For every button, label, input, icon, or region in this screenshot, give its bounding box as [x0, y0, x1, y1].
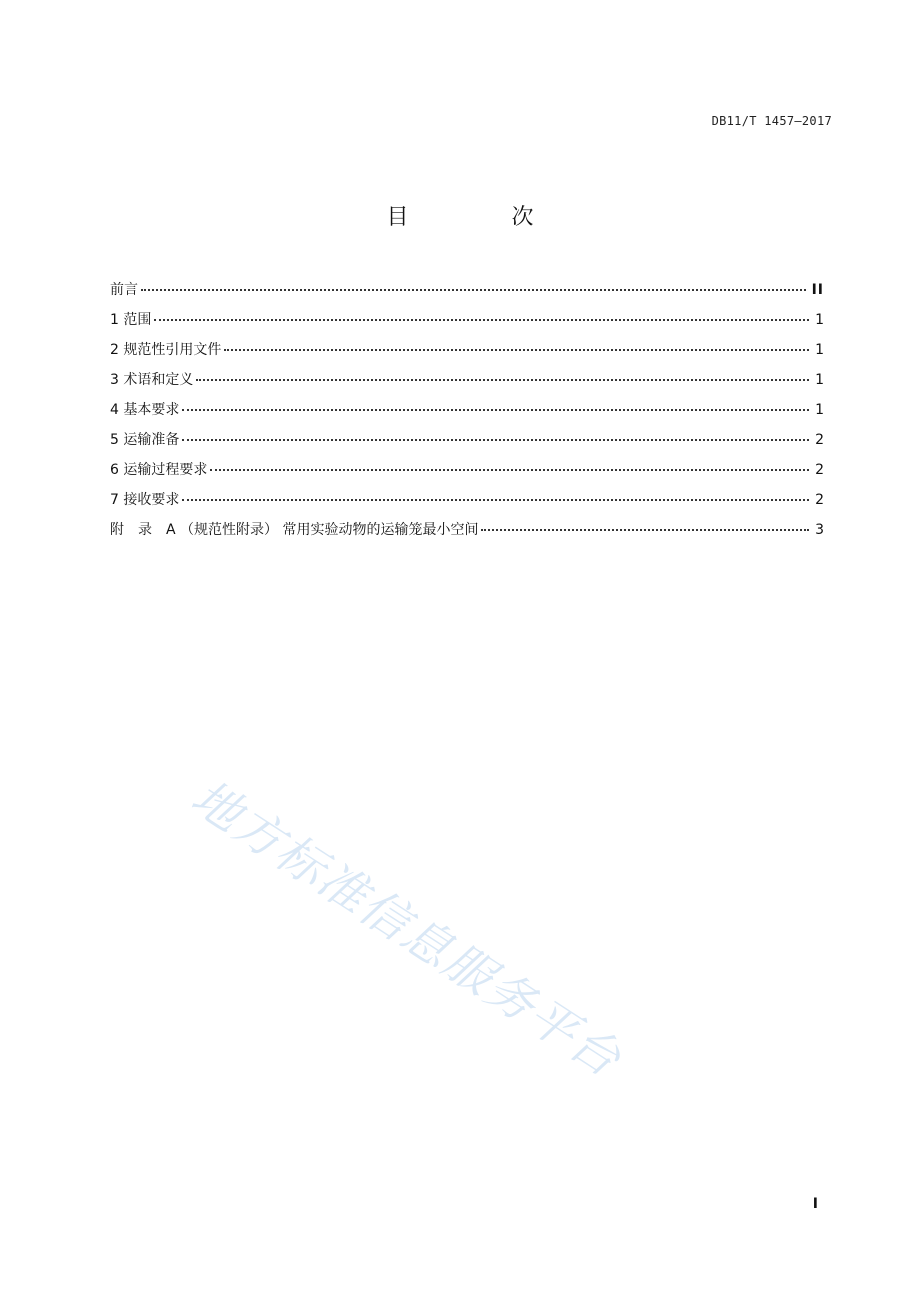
toc-entry-basic-requirements[interactable]: [110, 398, 824, 428]
toc-entry-scope[interactable]: [110, 308, 824, 338]
toc-entry-page: 1: [815, 312, 824, 328]
toc-entry-label: 6 运输过程要求: [110, 462, 208, 478]
toc-entry-label: 4 基本要求: [110, 402, 180, 418]
toc-entry-page: 1: [815, 402, 824, 418]
toc-dot-leader: [182, 439, 809, 441]
toc-entry-label: 前言: [110, 282, 138, 298]
toc-dot-leader: [481, 529, 809, 531]
toc-entry-appendix-a[interactable]: [110, 518, 824, 548]
toc-entry-transport-preparation[interactable]: [110, 428, 824, 458]
toc-entry-label: 7 接收要求: [110, 492, 180, 508]
toc-entry-normative-references[interactable]: [110, 338, 824, 368]
toc-entry-foreword[interactable]: [110, 278, 824, 308]
watermark-text: 地方标准信息服务平台: [181, 769, 632, 1089]
toc-entry-label: 5 运输准备: [110, 432, 180, 448]
toc-dot-leader: [141, 289, 806, 291]
document-code: DB11/T 1457—2017: [711, 114, 832, 128]
page-title: 目 次: [386, 205, 582, 230]
toc-entry-page: 2: [815, 462, 824, 478]
toc-entry-page: 2: [815, 492, 824, 508]
toc-entry-label: 附 录 A （规范性附录） 常用实验动物的运输笼最小空间: [110, 522, 479, 538]
toc-entry-page: 3: [815, 522, 824, 538]
toc-entry-page: 2: [815, 432, 824, 448]
toc-entry-terms[interactable]: [110, 368, 824, 398]
toc-dot-leader: [182, 499, 809, 501]
table-of-contents: [110, 278, 824, 548]
toc-dot-leader: [210, 469, 809, 471]
toc-dot-leader: [182, 409, 809, 411]
toc-dot-leader: [154, 319, 809, 321]
toc-entry-label: 3 术语和定义: [110, 372, 194, 388]
toc-entry-label: 1 范围: [110, 312, 152, 328]
toc-dot-leader: [224, 349, 809, 351]
toc-entry-page: 1: [815, 342, 824, 358]
toc-entry-label: 2 规范性引用文件: [110, 342, 222, 358]
page-number: I: [812, 1196, 818, 1212]
toc-entry-receiving-requirements[interactable]: [110, 488, 824, 518]
toc-entry-page: 1: [815, 372, 824, 388]
toc-entry-transport-process[interactable]: [110, 458, 824, 488]
toc-dot-leader: [196, 379, 809, 381]
toc-entry-page: II: [811, 282, 824, 298]
